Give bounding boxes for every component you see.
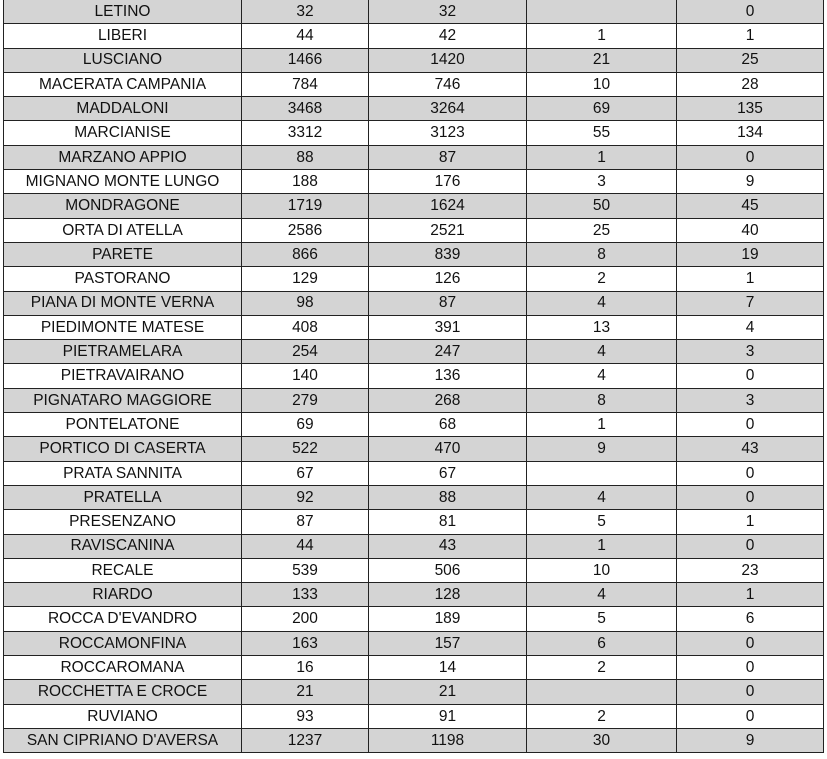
value-cell-3: 25 — [527, 218, 677, 242]
table-row — [4, 194, 824, 218]
value-cell-4: 4 — [677, 315, 824, 339]
comune-cell: RUVIANO — [4, 704, 242, 728]
value-cell-1: 3468 — [242, 97, 369, 121]
value-cell-3: 2 — [527, 267, 677, 291]
value-cell-2: 247 — [369, 340, 527, 364]
value-cell-2: 1198 — [369, 728, 527, 752]
value-cell-3: 50 — [527, 194, 677, 218]
value-cell-1: 98 — [242, 291, 369, 315]
value-cell-3: 1 — [527, 145, 677, 169]
table-row — [4, 267, 824, 291]
value-cell-1: 279 — [242, 388, 369, 412]
table-row — [4, 97, 824, 121]
value-cell-3: 5 — [527, 510, 677, 534]
value-cell-4: 134 — [677, 121, 824, 145]
value-cell-2: 81 — [369, 510, 527, 534]
value-cell-4: 3 — [677, 388, 824, 412]
value-cell-4: 9 — [677, 728, 824, 752]
value-cell-4: 135 — [677, 97, 824, 121]
value-cell-4: 1 — [677, 267, 824, 291]
value-cell-3 — [527, 0, 677, 24]
comune-cell: MARCIANISE — [4, 121, 242, 145]
comune-cell: MADDALONI — [4, 97, 242, 121]
value-cell-2: 157 — [369, 631, 527, 655]
value-cell-3: 4 — [527, 340, 677, 364]
value-cell-1: 69 — [242, 413, 369, 437]
value-cell-4: 0 — [677, 680, 824, 704]
value-cell-4: 1 — [677, 510, 824, 534]
value-cell-1: 1466 — [242, 48, 369, 72]
comune-cell: MIGNANO MONTE LUNGO — [4, 170, 242, 194]
comune-cell: PRESENZANO — [4, 510, 242, 534]
table-row — [4, 145, 824, 169]
table-row — [4, 704, 824, 728]
value-cell-4: 23 — [677, 558, 824, 582]
value-cell-1: 522 — [242, 437, 369, 461]
value-cell-2: 87 — [369, 145, 527, 169]
value-cell-3: 13 — [527, 315, 677, 339]
value-cell-4: 0 — [677, 145, 824, 169]
value-cell-3: 4 — [527, 583, 677, 607]
value-cell-3: 9 — [527, 437, 677, 461]
value-cell-1: 87 — [242, 510, 369, 534]
value-cell-4: 0 — [677, 534, 824, 558]
value-cell-2: 87 — [369, 291, 527, 315]
table-row — [4, 242, 824, 266]
value-cell-3: 5 — [527, 607, 677, 631]
value-cell-2: 21 — [369, 680, 527, 704]
table-row — [4, 680, 824, 704]
value-cell-2: 176 — [369, 170, 527, 194]
value-cell-3: 2 — [527, 704, 677, 728]
value-cell-4: 0 — [677, 631, 824, 655]
value-cell-2: 88 — [369, 485, 527, 509]
value-cell-2: 128 — [369, 583, 527, 607]
value-cell-3: 6 — [527, 631, 677, 655]
comune-cell: LETINO — [4, 0, 242, 24]
comune-cell: PIETRAMELARA — [4, 340, 242, 364]
value-cell-4: 45 — [677, 194, 824, 218]
table-row — [4, 461, 824, 485]
value-cell-4: 40 — [677, 218, 824, 242]
value-cell-3: 55 — [527, 121, 677, 145]
value-cell-2: 136 — [369, 364, 527, 388]
table-row — [4, 291, 824, 315]
value-cell-2: 3264 — [369, 97, 527, 121]
comune-cell: LIBERI — [4, 24, 242, 48]
value-cell-3: 2 — [527, 656, 677, 680]
table-row — [4, 558, 824, 582]
value-cell-1: 140 — [242, 364, 369, 388]
value-cell-1: 32 — [242, 0, 369, 24]
table-row — [4, 0, 824, 24]
table-row — [4, 340, 824, 364]
value-cell-3: 4 — [527, 364, 677, 388]
table-row — [4, 534, 824, 558]
table-row — [4, 607, 824, 631]
comune-cell: RAVISCANINA — [4, 534, 242, 558]
value-cell-3: 1 — [527, 24, 677, 48]
comune-cell: PRATELLA — [4, 485, 242, 509]
value-cell-1: 408 — [242, 315, 369, 339]
value-cell-1: 784 — [242, 72, 369, 96]
value-cell-1: 163 — [242, 631, 369, 655]
table-row — [4, 413, 824, 437]
table-row — [4, 728, 824, 752]
table-row — [4, 437, 824, 461]
comune-cell: PONTELATONE — [4, 413, 242, 437]
value-cell-2: 391 — [369, 315, 527, 339]
comune-cell: ORTA DI ATELLA — [4, 218, 242, 242]
value-cell-4: 1 — [677, 24, 824, 48]
table-row — [4, 510, 824, 534]
value-cell-2: 14 — [369, 656, 527, 680]
comune-cell: PIANA DI MONTE VERNA — [4, 291, 242, 315]
value-cell-4: 0 — [677, 364, 824, 388]
value-cell-4: 1 — [677, 583, 824, 607]
comune-cell: MONDRAGONE — [4, 194, 242, 218]
value-cell-4: 28 — [677, 72, 824, 96]
value-cell-2: 42 — [369, 24, 527, 48]
value-cell-4: 0 — [677, 656, 824, 680]
value-cell-1: 67 — [242, 461, 369, 485]
value-cell-3 — [527, 680, 677, 704]
comune-cell: SAN CIPRIANO D'AVERSA — [4, 728, 242, 752]
comune-cell: PARETE — [4, 242, 242, 266]
value-cell-3: 4 — [527, 485, 677, 509]
value-cell-2: 1420 — [369, 48, 527, 72]
value-cell-4: 43 — [677, 437, 824, 461]
value-cell-3: 10 — [527, 72, 677, 96]
value-cell-1: 1237 — [242, 728, 369, 752]
value-cell-3: 21 — [527, 48, 677, 72]
value-cell-3: 30 — [527, 728, 677, 752]
value-cell-2: 3123 — [369, 121, 527, 145]
value-cell-2: 1624 — [369, 194, 527, 218]
table-row — [4, 72, 824, 96]
value-cell-1: 44 — [242, 24, 369, 48]
table-row — [4, 121, 824, 145]
value-cell-3: 3 — [527, 170, 677, 194]
value-cell-1: 133 — [242, 583, 369, 607]
value-cell-1: 2586 — [242, 218, 369, 242]
value-cell-4: 7 — [677, 291, 824, 315]
value-cell-1: 3312 — [242, 121, 369, 145]
value-cell-1: 93 — [242, 704, 369, 728]
table-row — [4, 218, 824, 242]
value-cell-1: 88 — [242, 145, 369, 169]
value-cell-3: 4 — [527, 291, 677, 315]
value-cell-3: 1 — [527, 413, 677, 437]
table-row — [4, 48, 824, 72]
comune-cell: PIETRAVAIRANO — [4, 364, 242, 388]
table-row — [4, 315, 824, 339]
comune-cell: PIEDIMONTE MATESE — [4, 315, 242, 339]
value-cell-2: 32 — [369, 0, 527, 24]
value-cell-2: 268 — [369, 388, 527, 412]
comune-cell: RIARDO — [4, 583, 242, 607]
value-cell-4: 19 — [677, 242, 824, 266]
value-cell-4: 3 — [677, 340, 824, 364]
value-cell-1: 21 — [242, 680, 369, 704]
value-cell-2: 189 — [369, 607, 527, 631]
comune-cell: PIGNATARO MAGGIORE — [4, 388, 242, 412]
comune-cell: MARZANO APPIO — [4, 145, 242, 169]
value-cell-4: 0 — [677, 461, 824, 485]
table-row — [4, 388, 824, 412]
table-row — [4, 583, 824, 607]
value-cell-1: 188 — [242, 170, 369, 194]
value-cell-1: 129 — [242, 267, 369, 291]
value-cell-3: 8 — [527, 388, 677, 412]
value-cell-4: 9 — [677, 170, 824, 194]
comune-cell: PRATA SANNITA — [4, 461, 242, 485]
value-cell-3: 8 — [527, 242, 677, 266]
value-cell-4: 0 — [677, 704, 824, 728]
table-body — [4, 0, 824, 753]
comune-cell: ROCCA D'EVANDRO — [4, 607, 242, 631]
comune-cell: ROCCHETTA E CROCE — [4, 680, 242, 704]
value-cell-2: 2521 — [369, 218, 527, 242]
comune-cell: LUSCIANO — [4, 48, 242, 72]
value-cell-1: 92 — [242, 485, 369, 509]
table-row — [4, 485, 824, 509]
value-cell-2: 91 — [369, 704, 527, 728]
value-cell-2: 67 — [369, 461, 527, 485]
value-cell-2: 126 — [369, 267, 527, 291]
value-cell-1: 16 — [242, 656, 369, 680]
value-cell-4: 0 — [677, 413, 824, 437]
value-cell-2: 470 — [369, 437, 527, 461]
comune-cell: RECALE — [4, 558, 242, 582]
value-cell-3: 69 — [527, 97, 677, 121]
value-cell-4: 0 — [677, 0, 824, 24]
table-row — [4, 24, 824, 48]
value-cell-2: 506 — [369, 558, 527, 582]
table-row — [4, 364, 824, 388]
value-cell-3: 1 — [527, 534, 677, 558]
comune-cell: ROCCAMONFINA — [4, 631, 242, 655]
municipality-table — [3, 0, 824, 753]
value-cell-1: 200 — [242, 607, 369, 631]
comune-cell: MACERATA CAMPANIA — [4, 72, 242, 96]
value-cell-4: 25 — [677, 48, 824, 72]
value-cell-2: 68 — [369, 413, 527, 437]
comune-cell: PASTORANO — [4, 267, 242, 291]
comune-cell: PORTICO DI CASERTA — [4, 437, 242, 461]
value-cell-2: 839 — [369, 242, 527, 266]
value-cell-2: 43 — [369, 534, 527, 558]
value-cell-1: 254 — [242, 340, 369, 364]
value-cell-3 — [527, 461, 677, 485]
value-cell-1: 1719 — [242, 194, 369, 218]
value-cell-1: 44 — [242, 534, 369, 558]
table-row — [4, 656, 824, 680]
table-row — [4, 631, 824, 655]
comune-cell: ROCCAROMANA — [4, 656, 242, 680]
value-cell-1: 539 — [242, 558, 369, 582]
value-cell-4: 0 — [677, 485, 824, 509]
value-cell-4: 6 — [677, 607, 824, 631]
table-row — [4, 170, 824, 194]
value-cell-1: 866 — [242, 242, 369, 266]
value-cell-2: 746 — [369, 72, 527, 96]
value-cell-3: 10 — [527, 558, 677, 582]
